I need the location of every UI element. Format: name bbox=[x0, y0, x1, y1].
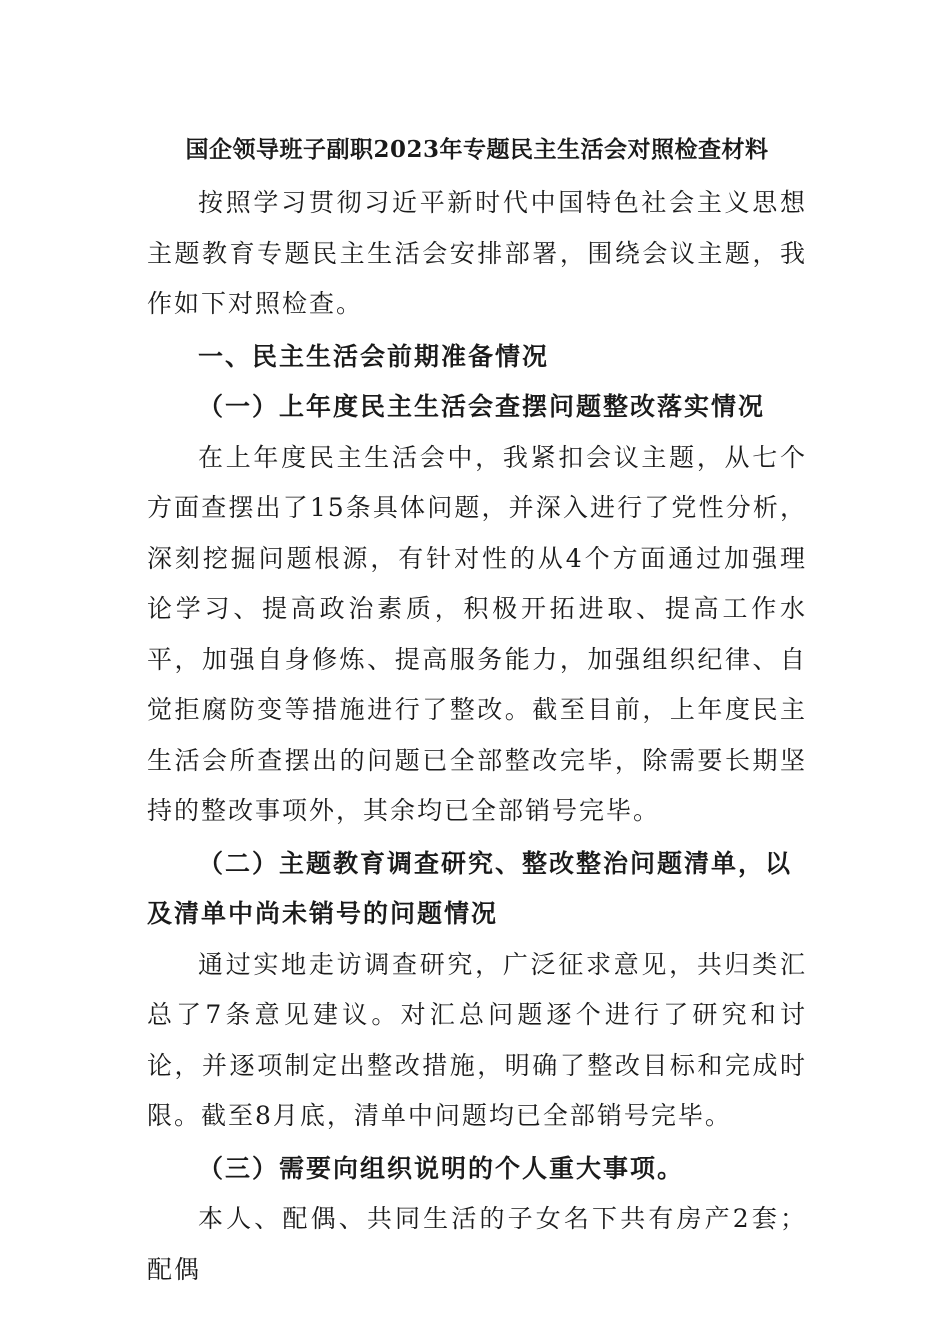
intro-paragraph: 按照学习贯彻习近平新时代中国特色社会主义思想主题教育专题民主生活会安排部署，围绕会议主题，我作如下对照检查。 bbox=[147, 188, 807, 318]
problem-list-paragraph: 通过实地走访调查研究，广泛征求意见，共归类汇总了7条意见建议。对汇总问题逐个进行了研究和讨论，并逐项制定出整改措施，明确了整改目标和完成时限。截至8月底，清单中问题均已全部销号完毕。 bbox=[147, 949, 807, 1130]
document-page bbox=[147, 130, 807, 1295]
personal-matters-paragraph: 本人、配偶、共同生活的子女名下共有房产2套；配偶 bbox=[147, 1204, 807, 1284]
document-title: 国企领导班子副职2023年专题民主生活会对照检查材料 bbox=[185, 136, 769, 163]
subsection-heading-problem-list: （二）主题教育调查研究、整改整治问题清单，以及清单中尚未销号的问题情况 bbox=[147, 848, 793, 928]
subsection-heading-rectification: （一）上年度民主生活会查摆问题整改落实情况 bbox=[198, 392, 766, 421]
rectification-paragraph: 在上年度民主生活会中，我紧扣会议主题，从七个方面查摆出了15条具体问题，并深入进行了党性分析，深刻挖掘问题根源，有针对性的从4个方面通过加强理论学习、提高政治素质，积极开拓进取、提高工作水平，加强自身修炼、提高服务能力，加强组织纪律、自觉拒腐防变等措施进行了整改。截至目前，上年度民主生活会所查摆出的问题已全部整改完毕，除需要长期坚持的整改事项外，其余均已全部销号完毕。 bbox=[147, 442, 807, 825]
section-heading-preparation: 一、民主生活会前期准备情况 bbox=[198, 341, 550, 371]
subsection-heading-personal-matters: （三）需要向组织说明的个人重大事项。 bbox=[198, 1153, 685, 1183]
